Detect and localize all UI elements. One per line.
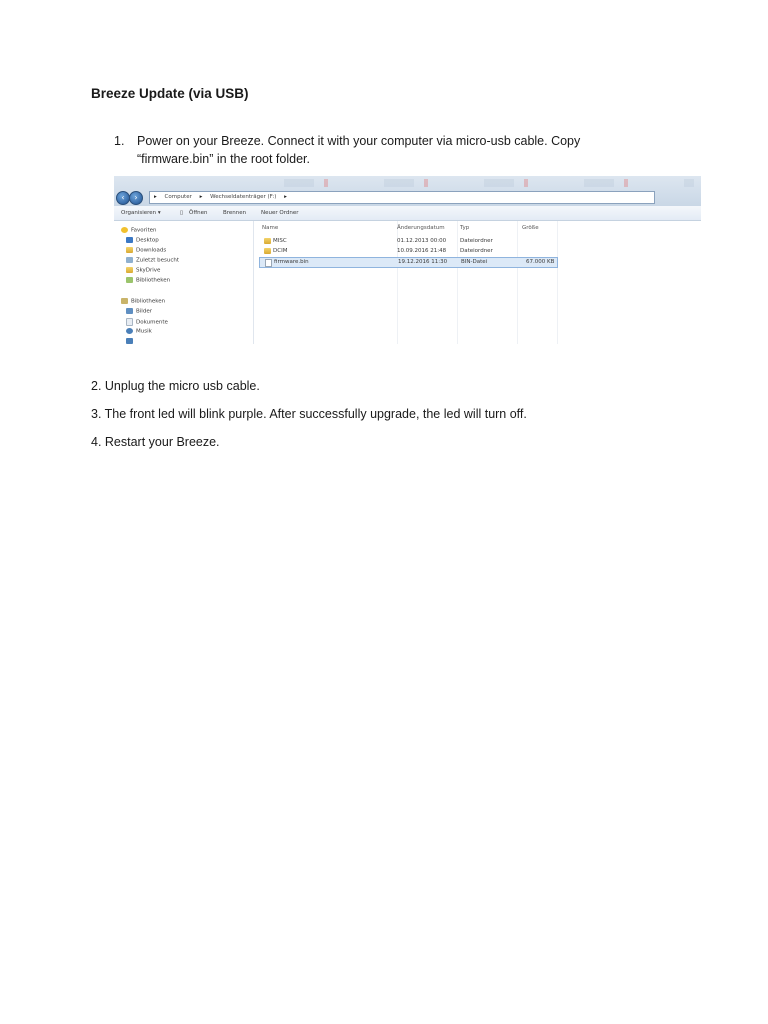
nav-desktop <box>126 237 159 244</box>
nav-pictures <box>126 308 152 315</box>
nav-label: Desktop <box>136 237 159 244</box>
nav-label: Favoriten <box>131 227 157 234</box>
file-type: Dateiordner <box>460 248 493 254</box>
path-separator-icon: ▸ <box>154 194 157 200</box>
file-type: BIN-Datei <box>461 259 488 265</box>
pictures-icon <box>126 308 133 314</box>
nav-favorites <box>121 227 156 234</box>
nav-label: Bibliotheken <box>136 277 171 284</box>
file-modified: 01.12.2013 00:00 <box>397 238 447 244</box>
column-divider <box>557 221 558 344</box>
nav-libraries <box>121 298 165 305</box>
file-row <box>259 237 556 246</box>
step-1-text: Power on your Breeze. Connect it with your computer via micro-usb cable. Copy “firmware.bin” in the root folder. <box>137 134 581 166</box>
nav-label: Bilder <box>136 308 152 315</box>
path-separator-icon: ▸ <box>284 194 287 200</box>
file-size: 67.000 KB <box>526 259 555 265</box>
file-modified: 10.09.2016 21:48 <box>397 248 447 254</box>
step-1-number: 1. <box>114 134 125 148</box>
new-folder-button: Neuer Ordner <box>261 210 299 216</box>
nav-label: Dokumente <box>136 319 168 326</box>
forward-arrow-icon: › <box>129 191 143 205</box>
file-row-selected <box>259 257 558 268</box>
step-4: 4. Restart your Breeze. <box>91 435 220 449</box>
path-separator-icon: ▸ <box>199 194 203 200</box>
nav-downloads <box>126 247 166 254</box>
nav-partial-item <box>126 338 136 344</box>
libraries-icon <box>126 277 133 283</box>
explorer-navigation-pane <box>114 221 254 344</box>
video-icon <box>126 338 133 344</box>
nav-recent <box>126 257 179 264</box>
file-modified: 19.12.2016 11:30 <box>398 259 448 265</box>
downloads-icon <box>126 247 133 253</box>
desktop-icon <box>126 237 133 243</box>
step-2: 2. Unplug the micro usb cable. <box>91 379 260 393</box>
column-header-modified: Änderungsdatum <box>397 225 445 231</box>
music-icon <box>126 328 133 334</box>
column-header-type: Typ <box>460 225 470 231</box>
file-icon <box>265 259 272 267</box>
folder-icon <box>264 248 271 254</box>
nav-libraries-favorite <box>126 277 170 284</box>
nav-music <box>126 328 152 335</box>
organize-button: Organisieren ▾ <box>121 210 161 216</box>
nav-label: Zuletzt besucht <box>136 257 180 264</box>
nav-label: Downloads <box>136 247 167 254</box>
open-button: Öffnen <box>189 210 208 216</box>
back-arrow-icon: ‹ <box>116 191 130 205</box>
nav-documents <box>126 318 168 326</box>
file-name: DCIM <box>273 248 288 254</box>
libraries-icon <box>121 298 128 304</box>
nav-label: Musik <box>136 328 152 335</box>
explorer-screenshot <box>114 176 701 344</box>
file-name: MISC <box>273 238 287 244</box>
skydrive-icon <box>126 267 133 273</box>
star-icon <box>121 227 128 233</box>
file-name: firmware.bin <box>274 259 309 265</box>
nav-label: SkyDrive <box>136 267 161 274</box>
document-title: Breeze Update (via USB) <box>91 86 249 101</box>
column-header-name: Name <box>262 225 279 231</box>
explorer-address-bar <box>114 176 701 206</box>
explorer-path <box>149 191 655 204</box>
file-type: Dateiordner <box>460 238 493 244</box>
nav-label: Bibliotheken <box>131 298 166 305</box>
file-icon: ▯ <box>180 210 184 216</box>
explorer-toolbar <box>114 206 701 221</box>
documents-icon <box>126 318 133 326</box>
folder-icon <box>264 238 271 244</box>
recent-places-icon <box>126 257 133 263</box>
path-segment-computer: Computer <box>164 194 192 200</box>
column-header-size: Größe <box>522 225 539 231</box>
nav-skydrive <box>126 267 160 274</box>
path-segment-drive: Wechseldatenträger (F:) <box>210 194 277 200</box>
explorer-file-list <box>254 221 701 344</box>
file-row <box>259 247 556 256</box>
burn-button: Brennen <box>223 210 247 216</box>
blurred-taskbar <box>254 179 694 187</box>
step-3: 3. The front led will blink purple. After successfully upgrade, the led will turn off. <box>91 407 527 421</box>
